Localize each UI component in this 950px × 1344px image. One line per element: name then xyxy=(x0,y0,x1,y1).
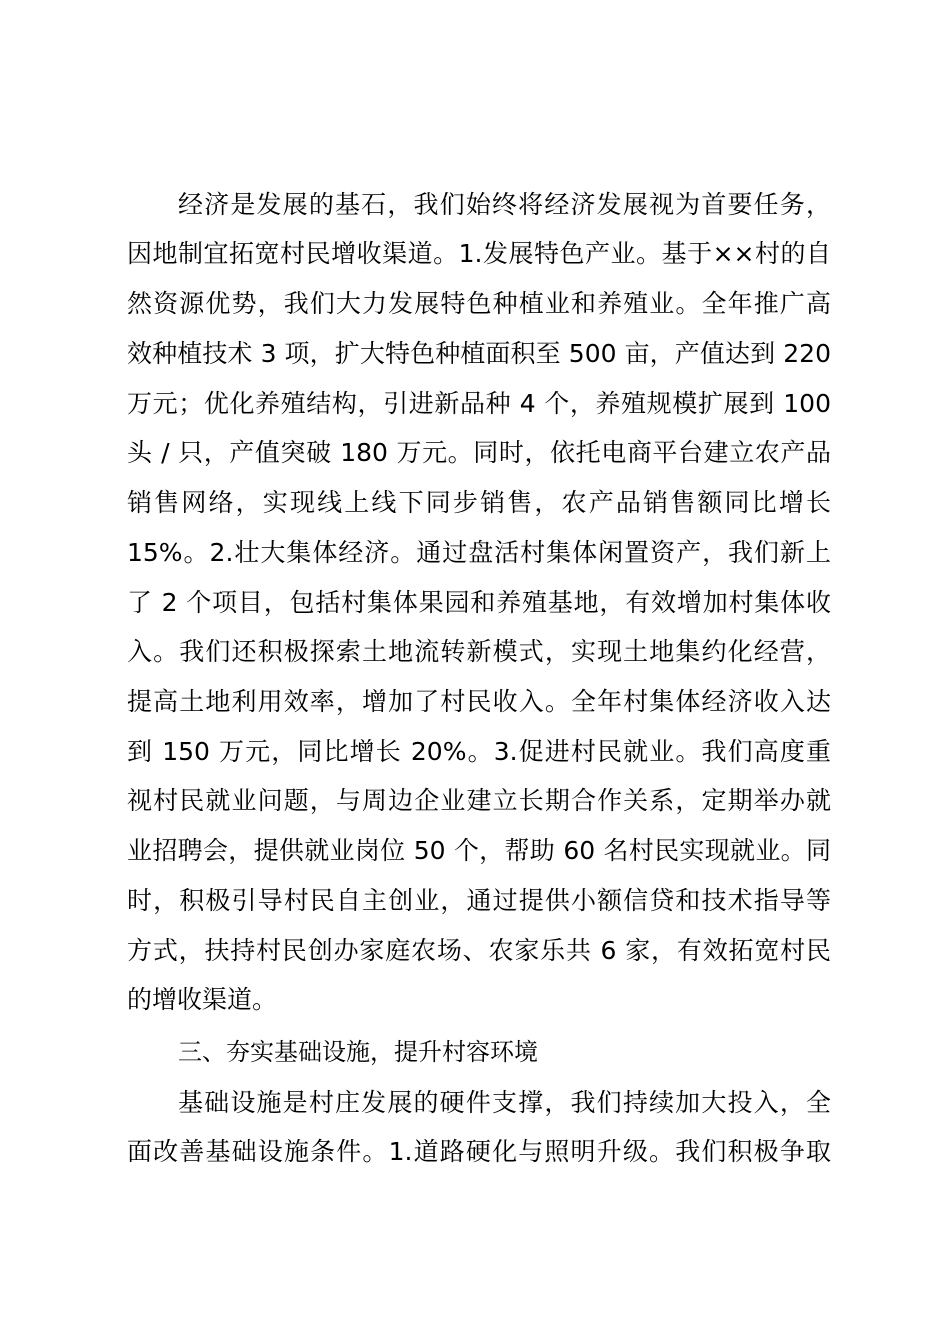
paragraph-line: 了 2 个项目，包括村集体果园和养殖基地，有效增加村集体收 xyxy=(127,588,831,617)
paragraph-line: 15%。2.壮大集体经济。通过盘活村集体闲置资产，我们新上 xyxy=(127,538,831,567)
paragraph-line: 提高土地利用效率，增加了村民收入。全年村集体经济收入达 xyxy=(127,687,831,716)
paragraph-line: 效种植技术 3 项，扩大特色种植面积至 500 亩，产值达到 220 xyxy=(127,339,831,368)
paragraph-line: 然资源优势，我们大力发展特色种植业和养殖业。全年推广高 xyxy=(127,289,831,318)
paragraph-line: 头 / 只，产值突破 180 万元。同时，依托电商平台建立农产品 xyxy=(127,438,831,467)
paragraph-line: 因地制宜拓宽村民增收渠道。1.发展特色产业。基于××村的自 xyxy=(127,239,831,268)
paragraph-line: 基础设施是村庄发展的硬件支撑，我们持续加大投入，全 xyxy=(178,1088,831,1117)
paragraph-line: 万元；优化养殖结构，引进新品种 4 个，养殖规模扩展到 100 xyxy=(127,389,831,418)
paragraph-line: 经济是发展的基石，我们始终将经济发展视为首要任务， xyxy=(178,190,831,219)
paragraph-line: 的增收渠道。 xyxy=(127,985,278,1014)
paragraph-line: 视村民就业问题，与周边企业建立长期合作关系，定期举办就 xyxy=(127,786,831,815)
paragraph-line: 面改善基础设施条件。1.道路硬化与照明升级。我们积极争取 xyxy=(127,1137,831,1166)
paragraph-line: 销售网络，实现线上线下同步销售，农产品销售额同比增长 xyxy=(127,488,831,517)
paragraph-line: 方式，扶持村民创办家庭农场、农家乐共 6 家，有效拓宽村民 xyxy=(127,936,831,965)
paragraph-line: 入。我们还积极探索土地流转新模式，实现土地集约化经营， xyxy=(127,637,831,666)
paragraph-line: 时，积极引导村民自主创业，通过提供小额信贷和技术指导等 xyxy=(127,886,831,915)
section-heading: 三、夯实基础设施，提升村容环境 xyxy=(178,1038,538,1066)
paragraph-line: 业招聘会，提供就业岗位 50 个，帮助 60 名村民实现就业。同 xyxy=(127,836,831,865)
paragraph-line: 到 150 万元，同比增长 20%。3.促进村民就业。我们高度重 xyxy=(127,737,831,766)
